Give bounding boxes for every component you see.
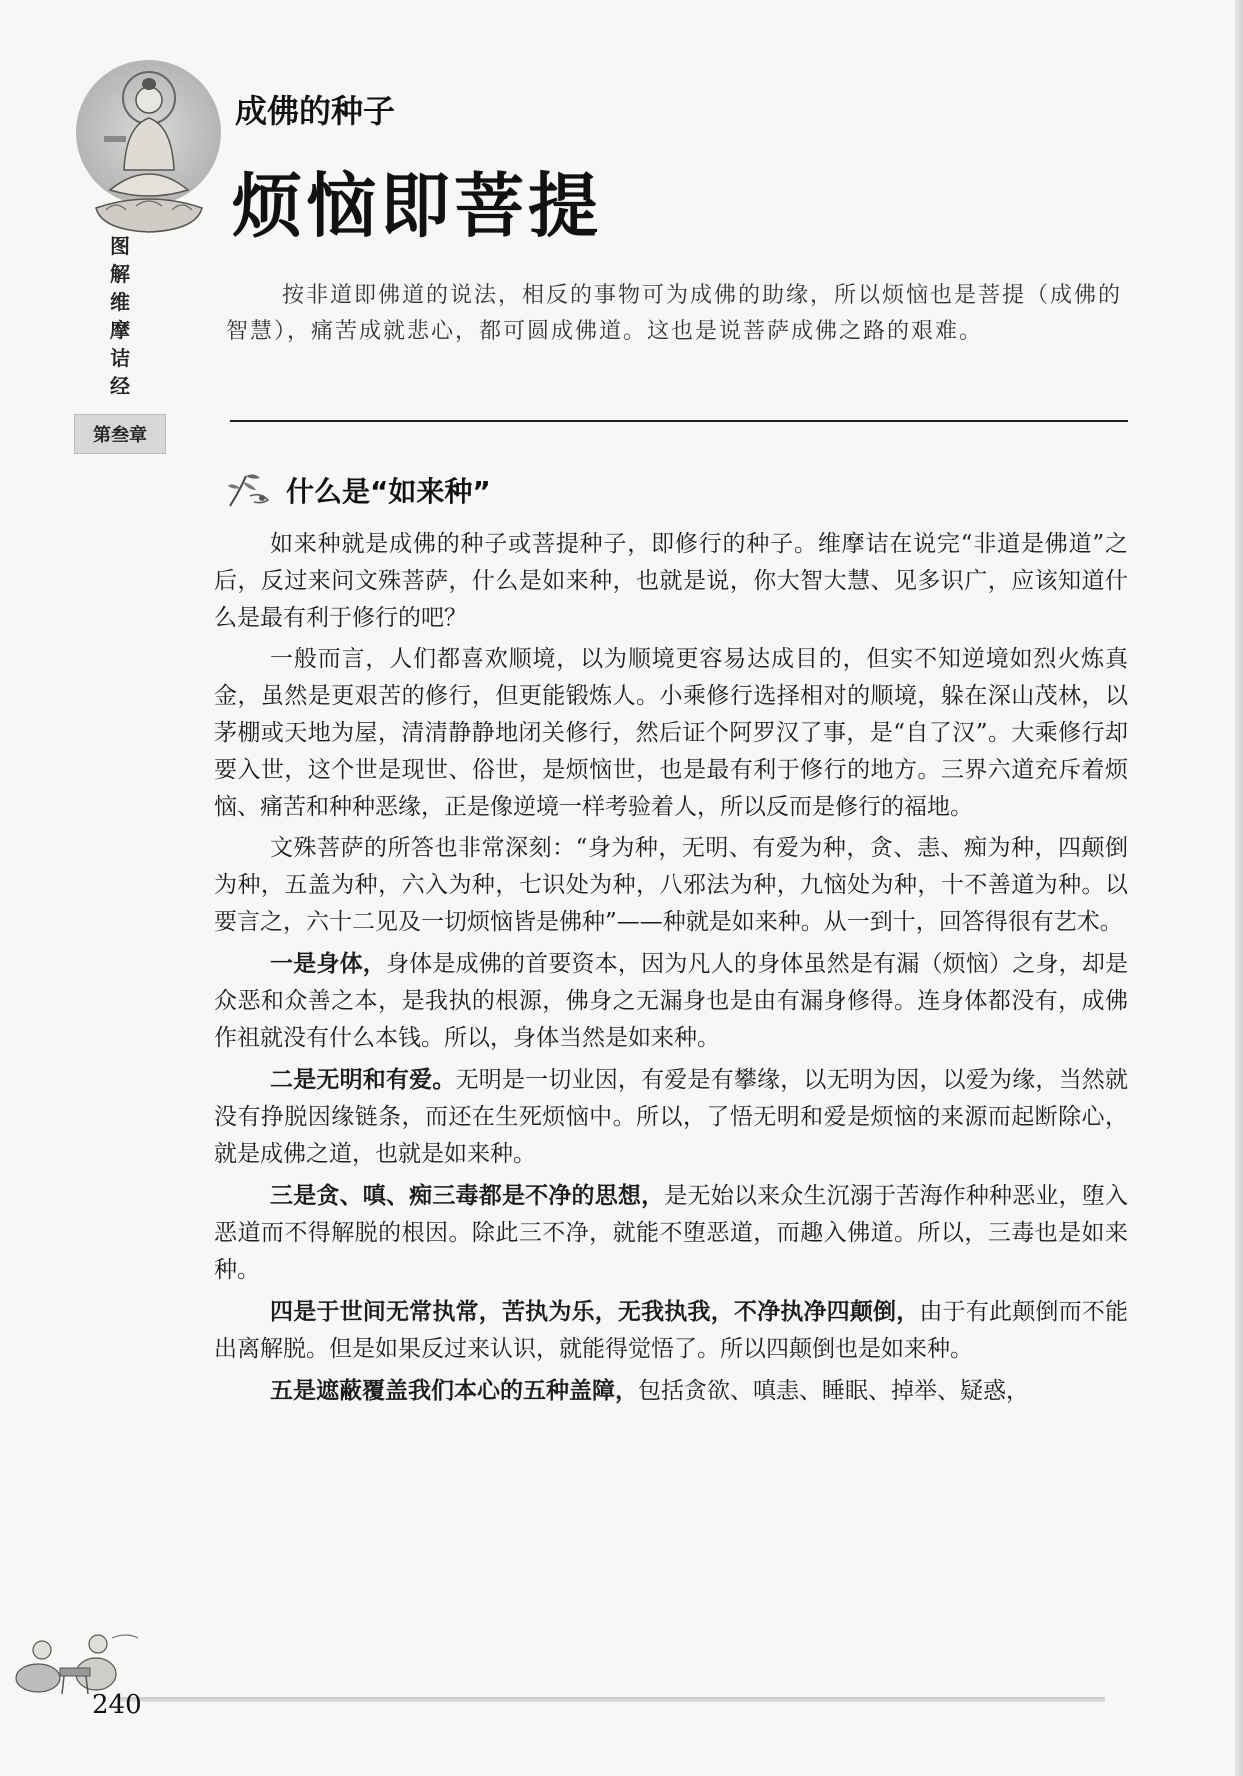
paragraph: 如来种就是成佛的种子或菩提种子，即修行的种子。维摩诘在说完“非道是佛道”之后，反过来问文殊菩萨，什么是如来种，也就是说，你大智大慧、见多识广，应该知道什么是最有利于修行的吧？ [214, 531, 1128, 631]
intro-paragraph: 按非道即佛道的说法，相反的事物可为成佛的助缘，所以烦恼也是菩提（成佛的智慧），痛苦成就悲心，都可圆成佛道。这也是说菩萨成佛之路的艰难。 [226, 283, 1123, 344]
paragraph: 文殊菩萨的所答也非常深刻：“身为种，无明、有爱为种，贪、恚、痴为种，四颠倒为种，五盖为种，六入为种，七识处为种，八邪法为种，九恼处为种，十不善道为种。以要言之，六十二见及一切烦恼皆是佛种”——种就是如来种。从一到十，回答得很有艺术。 [214, 835, 1128, 935]
paragraph-lead: 二是无明和有爱。 [270, 1066, 456, 1093]
paragraph: 四是于世间无常执常，苦执为乐，无我执我，不净执净四颠倒，由于有此颠倒而不能出离解脱。但是如果反过来认识，就能得觉悟了。所以四颠倒也是如来种。 [214, 1298, 1129, 1362]
buddha-figure-icon [46, 40, 246, 250]
buddha-emblem [46, 40, 216, 240]
section-title: 什么是“如来种” [286, 475, 491, 508]
paragraph-lead: 三是贪、嗔、痴三毒都是不净的思想， [270, 1182, 665, 1209]
page-number: 240 [92, 1690, 142, 1720]
scholars-illustration-icon [8, 1608, 148, 1700]
paragraph: 一是身体，身体是成佛的首要资本，因为凡人的身体虽然是有漏（烦恼）之身，却是众恶和众善之本，是我执的根源，佛身之无漏身也是由有漏身修得。连身体都没有，成佛作祖就没有什么本钱。所以，身体当然是如来种。 [214, 950, 1129, 1051]
side-tab [74, 232, 166, 454]
body-text [214, 526, 1128, 1414]
paragraph: 一般而言，人们都喜欢顺境，以为顺境更容易达成目的，但实不知逆境如烈火炼真金，虽然是更艰苦的修行，但更能锻炼人。小乘修行选择相对的顺境，躲在深山茂林，以茅棚或天地为屋，清清静静地闭关修行，然后证个阿罗汉了事，是“自了汉”。大乘修行却要入世，这个世是现世、俗世，是烦恼世，也是最有利于修行的地方。三界六道充斥着烦恼、痛苦和种种恶缘，正是像逆境一样考验着人，所以反而是修行的福地。 [214, 646, 1128, 820]
paragraph-lead: 四是于世间无常执常，苦执为乐，无我执我，不净执净四颠倒， [270, 1298, 920, 1325]
section-heading [224, 470, 491, 510]
page-title: 烦恼即菩提 [232, 165, 602, 247]
paragraph-lead: 一是身体， [270, 950, 386, 977]
paragraph: 三是贪、嗔、痴三毒都是不净的思想，是无始以来众生沉溺于苦海作种种恶业，堕入恶道而不得解脱的根因。除此三不净，就能不堕恶道，而趣入佛道。所以，三毒也是如来种。 [214, 1182, 1129, 1283]
book-title: 图解维摩诘经 [110, 234, 130, 398]
footer-rule [120, 1697, 1105, 1702]
paragraph: 五是遮蔽覆盖我们本心的五种盖障，包括贪欲、嗔恚、睡眠、掉举、疑惑， [270, 1377, 1029, 1404]
tree-ornament-icon [224, 470, 274, 510]
divider [230, 420, 1128, 422]
chapter-label: 第叁章 [74, 414, 166, 454]
page-kicker: 成佛的种子 [235, 92, 396, 130]
paragraph-lead: 五是遮蔽覆盖我们本心的五种盖障， [270, 1377, 638, 1404]
page-edge [1235, 0, 1243, 1776]
paragraph: 二是无明和有爱。无明是一切业因，有爱是有攀缘，以无明为因，以爱为缘，当然就没有挣脱因缘链条，而还在生死烦恼中。所以，了悟无明和爱是烦恼的来源而起断除心，就是成佛之道，也就是如来种。 [214, 1066, 1129, 1167]
